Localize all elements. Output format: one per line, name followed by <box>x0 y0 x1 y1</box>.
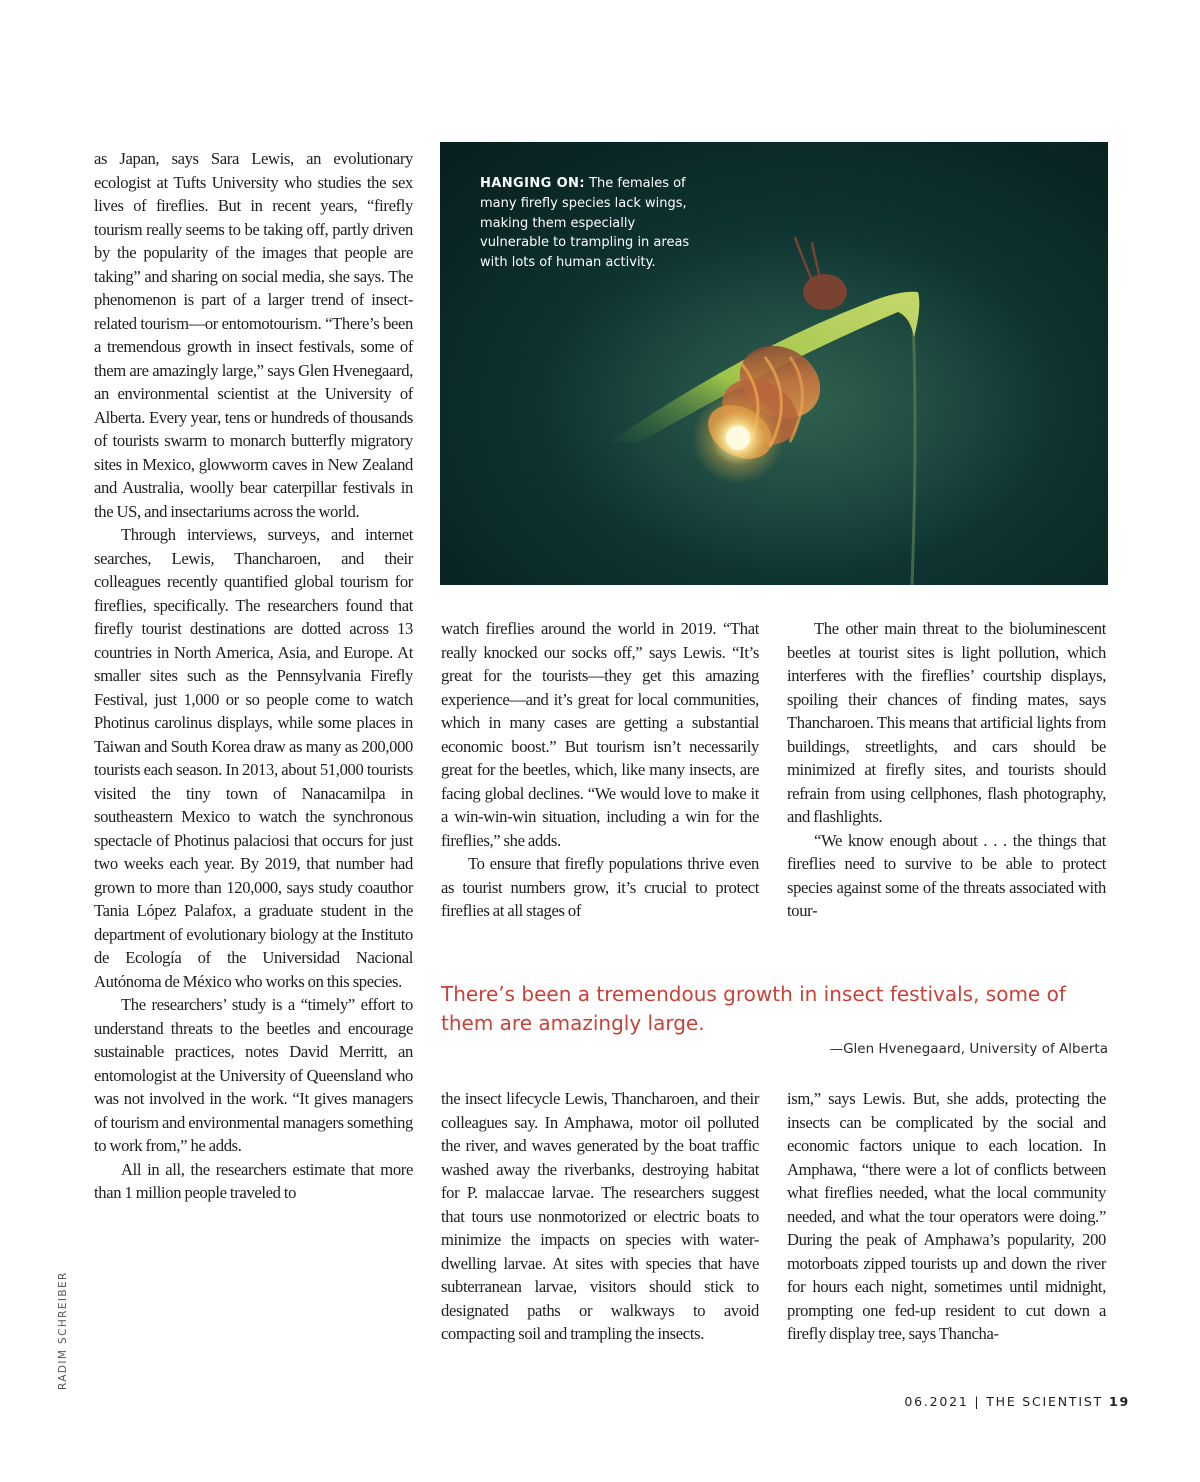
paragraph: The other main threat to the bioluminescent beetles at tourist sites is light pollution, which interferes with the fireflies’ courtship displays, spoiling their chances of finding mates, says Thancharoen. This means that artificial lights from buildings, streetlights, and cars should be minimized at firefly sites, and tourists should refrain from using cellphones, flash photography, and flashlights. <box>787 619 1106 826</box>
pull-quote: There’s been a tremendous growth in insect festivals, some of them are amazingly large. <box>441 982 1066 1035</box>
paragraph: Through interviews, surveys, and internet searches, Lewis, Thancharoen, and their colleagues recently quantified global tourism for fireflies, specifically. The researchers found that firefly tourist destinations are dotted across 13 countries in North America, Asia, and Europe. At smaller sites such as the Pennsylvania Firefly Festival, just 1,000 or so people come to watch Photinus carolinus displays, while some places in Taiwan and South Korea draw as many as 200,000 tourists each season. In 2013, about 51,000 tourists visited the tiny town of Nanacamilpa in southeastern Mexico to watch the synchronous spectacle of Photinus palaciosi that occurs for just two weeks each year. By 2019, that number had grown to more than 120,000, says study coauthor Tania López Palafox, a graduate student in the department of evolutionary biology at the Instituto de Ecología of the Universidad Nacional Autónoma de México who works on this species. <box>94 525 413 991</box>
firefly-photo <box>440 142 1108 585</box>
issue-label: 06.2021 | THE SCIENTIST <box>904 1394 1103 1409</box>
photo-caption <box>480 174 700 273</box>
paragraph: the insect lifecycle Lewis, Thancharoen, and their colleagues say. In Amphawa, motor oil polluted the river, and waves generated by the boat traffic washed away the riverbanks, destroying habitat for P. malaccae larvae. The researchers suggest that tours use nonmotorized or electric boats to minimize the impacts on species with water-dwelling larvae. At sites with species that have subterranean larvae, visitors should stick to designated paths or walkways to avoid compacting soil and trampling the insects. <box>441 1089 759 1343</box>
article-column-right-bottom <box>787 1087 1106 1346</box>
pull-quote-attribution: —Glen Hvenegaard, University of Alberta <box>829 1041 1108 1057</box>
page-footer <box>904 1394 1130 1409</box>
caption-text: The females of many firefly species lack wings, making them especially vulnerable to trampling in areas with lots of human activity. <box>480 176 690 271</box>
paragraph: To ensure that firefly populations thrive even as tourist numbers grow, it’s crucial to protect fireflies at all stages of <box>441 854 759 920</box>
article-column-right-top <box>787 617 1106 923</box>
paragraph: as Japan, says Sara Lewis, an evolutionary ecologist at Tufts University who studies the sex lives of fireflies. But in recent years, “firefly tourism really seems to be taking off, partly driven by the popularity of the images that people are taking” and sharing on social media, she says. The phenomenon is part of a larger trend of insect-related tourism—or entomotourism. “There’s been a tremendous growth in insect festivals, some of them are amazingly large,” says Glen Hvenegaard, an environmental scientist at the University of Alberta. Every year, tens or hundreds of thousands of tourists swarm to monarch butterfly migratory sites in Mexico, glowworm caves in New Zealand and Australia, woolly bear caterpillar festivals in the US, and insectariums across the world. <box>94 149 413 521</box>
article-column-middle-top <box>441 617 759 923</box>
article-column-middle-bottom <box>441 1087 759 1346</box>
paragraph: All in all, the researchers estimate that more than 1 million people traveled to <box>94 1159 413 1202</box>
photo-credit: RADIM SCHREIBER <box>57 1271 69 1390</box>
page-number: 19 <box>1109 1394 1130 1409</box>
article-column-left <box>94 147 413 1205</box>
paragraph: The researchers’ study is a “timely” effort to understand threats to the beetles and encourage sustainable practices, notes David Merritt, an entomologist at the University of Queensland who was not involved in the work. “It gives managers of tourism and environmental managers something to work from,” he adds. <box>94 995 413 1155</box>
paragraph: ism,” says Lewis. But, she adds, protecting the insects can be complicated by the social and economic factors unique to each location. In Amphawa, “there were a lot of conflicts between what fireflies needed, what the local community needed, and what the tour operators were doing.” During the peak of Amphawa’s popularity, 200 motorboats zipped tourists up and down the river for hours each night, sometimes until midnight, prompting one fed-up resident to cut down a firefly display tree, says Thancha- <box>787 1089 1106 1343</box>
paragraph: watch fireflies around the world in 2019. “That really knocked our socks off,” says Lewis. “It’s great for the tourists—they get this amazing experience—and it’s great for local communities, which in many cases are getting a substantial economic boost.” But tourism isn’t necessarily great for the beetles, which, like many insects, are facing global declines. “We would love to make it a win-win-win situation, including a win for the fireflies,” she adds. <box>441 619 759 850</box>
paragraph: “We know enough about . . . the things that fireflies need to survive to be able to protect species against some of the threats associated with tour- <box>787 830 1106 920</box>
caption-heading: HANGING ON: <box>480 176 585 191</box>
